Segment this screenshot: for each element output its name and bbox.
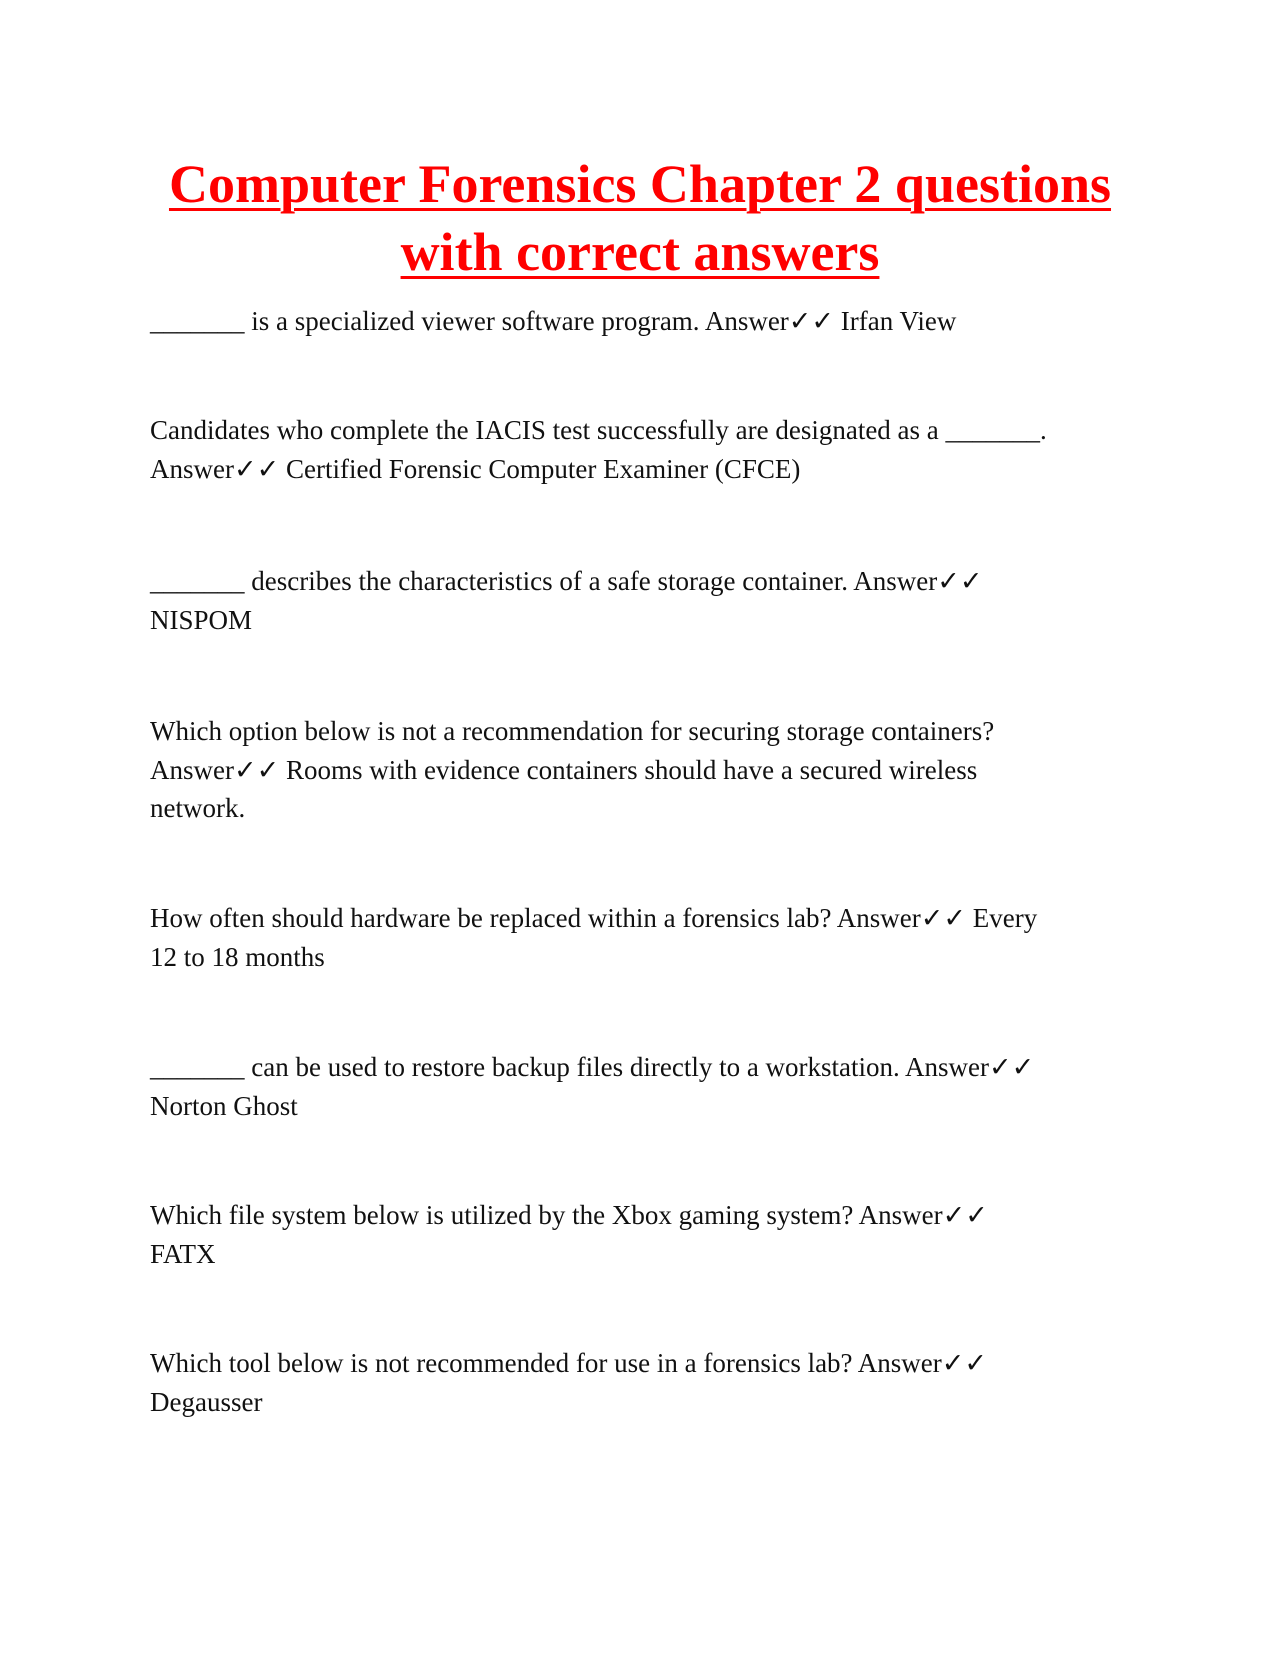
qa-item-6	[150, 1048, 1034, 1125]
qa-item-4	[150, 712, 994, 828]
qa-line: Degausser	[150, 1386, 263, 1417]
qa-line: Answer✓✓ Rooms with evidence containers should have a secured wireless	[150, 754, 978, 785]
qa-line: Which file system below is utilized by the Xbox gaming system? Answer✓✓	[150, 1200, 988, 1230]
qa-item-5	[150, 899, 1037, 976]
qa-item-8	[150, 1344, 987, 1421]
qa-line: NISPOM	[150, 604, 253, 635]
qa-line: FATX	[150, 1238, 216, 1269]
qa-line: _______ is a specialized viewer software program. Answer✓✓ Irfan View	[150, 306, 957, 336]
qa-item-2	[150, 411, 1047, 488]
title-line-1: Computer Forensics Chapter 2 questions	[168, 154, 1112, 214]
qa-line: Candidates who complete the IACIS test successfully are designated as a _______.	[150, 415, 1047, 445]
qa-item-3	[150, 562, 982, 639]
qa-line: network.	[150, 793, 246, 823]
page-title	[110, 150, 1170, 286]
qa-item-1	[150, 302, 956, 341]
qa-line: 12 to 18 months	[150, 941, 325, 972]
title-line-2: with correct answers	[400, 222, 880, 282]
qa-item-7	[150, 1196, 988, 1273]
qa-line: Which tool below is not recommended for use in a forensics lab? Answer✓✓	[150, 1348, 988, 1378]
qa-line: How often should hardware be replaced within a forensics lab? Answer✓✓ Every	[150, 903, 1038, 933]
qa-line: _______ describes the characteristics of a safe storage container. Answer✓✓	[150, 566, 983, 596]
qa-line: _______ can be used to restore backup files directly to a workstation. Answer✓✓	[150, 1052, 1035, 1082]
qa-line: Norton Ghost	[150, 1090, 298, 1121]
qa-line: Answer✓✓ Certified Forensic Computer Examiner (CFCE)	[150, 453, 801, 484]
qa-line: Which option below is not a recommendation for securing storage containers?	[150, 716, 995, 746]
